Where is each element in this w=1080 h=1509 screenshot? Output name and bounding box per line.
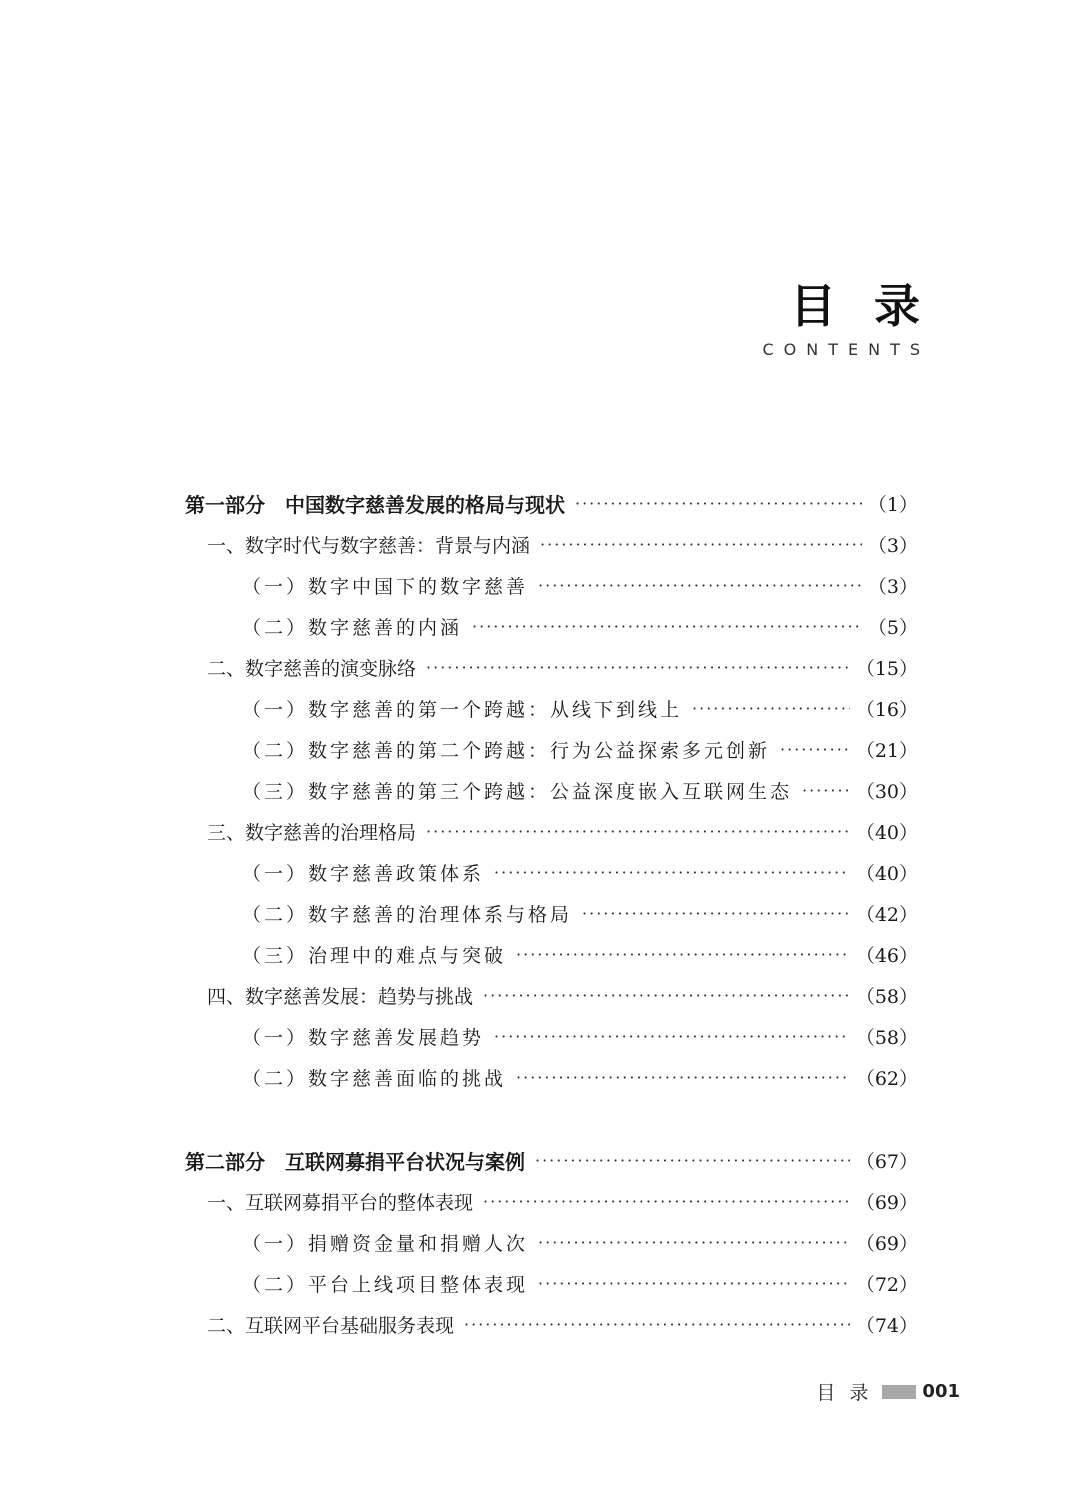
toc-entry-title: 第二部分 互联网募捐平台状况与案例 [185, 1149, 525, 1174]
toc-entry[interactable] [185, 732, 918, 766]
toc-leader-dots [692, 699, 850, 718]
toc-entry[interactable] [185, 1266, 918, 1300]
toc-leader-dots [472, 617, 862, 636]
toc-leader-dots [535, 1151, 850, 1170]
toc-entry-page: （16） [855, 698, 918, 721]
toc-leader-dots [538, 1233, 850, 1252]
toc-entry[interactable] [185, 855, 918, 889]
toc-entry-title: （一）数字慈善政策体系 [242, 862, 485, 885]
toc-entry-title: （一）捐赠资金量和捐赠人次 [242, 1232, 529, 1255]
toc-entry-page: （62） [855, 1067, 918, 1090]
toc-entry-page: （3） [867, 575, 918, 598]
toc-entry-page: （58） [855, 1026, 918, 1049]
toc-leader-dots [494, 863, 850, 882]
footer-section-label: 目录 [816, 1382, 883, 1404]
toc-entry-title: （一）数字慈善发展趋势 [242, 1026, 485, 1049]
page-title: 目录 [790, 279, 958, 333]
toc-entry-title: （二）数字慈善的治理体系与格局 [242, 903, 573, 926]
toc-entry[interactable] [185, 527, 918, 561]
toc-entry[interactable] [185, 1307, 918, 1341]
toc-entry-page: （69） [855, 1191, 918, 1214]
toc-entry-page: （1） [867, 493, 918, 516]
toc-entry-title: （二）数字慈善面临的挑战 [242, 1067, 507, 1090]
footer-bar [882, 1385, 916, 1399]
toc-entry-title: 第一部分 中国数字慈善发展的格局与现状 [185, 492, 565, 517]
toc-entry-page: （69） [855, 1232, 918, 1255]
toc-entry[interactable] [185, 568, 918, 602]
toc-entry-title: （一）数字慈善的第一个跨越：从线下到线上 [242, 698, 683, 721]
toc-entry-page: （46） [855, 944, 918, 967]
toc-entry-page: （3） [867, 534, 918, 557]
toc-entry[interactable] [185, 773, 918, 807]
toc-entry-page: （67） [855, 1150, 918, 1173]
toc-entry-title: 一、数字时代与数字慈善：背景与内涵 [207, 534, 531, 557]
toc-entry[interactable] [185, 650, 918, 684]
toc-entry[interactable] [185, 691, 918, 725]
toc-entry-title: （三）数字慈善的第三个跨越：公益深度嵌入互联网生态 [242, 780, 793, 803]
toc-leader-dots [483, 986, 850, 1005]
toc-entry-page: （72） [855, 1273, 918, 1296]
toc-entry-title: （一）数字中国下的数字慈善 [242, 575, 529, 598]
toc-leader-dots [780, 740, 850, 759]
toc-entry-title: 一、互联网募捐平台的整体表现 [207, 1191, 474, 1214]
toc-entry-page: （40） [855, 862, 918, 885]
toc-entry-page: （21） [855, 739, 918, 762]
page-footer [816, 1378, 960, 1405]
toc-entry[interactable] [185, 1060, 918, 1094]
toc-entry-page: （40） [855, 821, 918, 844]
toc-entry-title: （二）数字慈善的第二个跨越：行为公益探索多元创新 [242, 739, 771, 762]
toc-entry-title: 二、数字慈善的演变脉络 [207, 657, 417, 680]
toc-entry-title: （二）平台上线项目整体表现 [242, 1273, 529, 1296]
toc-leader-dots [582, 904, 850, 923]
toc-entry[interactable] [185, 1225, 918, 1259]
toc-leader-dots [538, 1274, 850, 1293]
toc-leader-dots [483, 1192, 850, 1211]
toc-entry-title: （二）数字慈善的内涵 [242, 616, 463, 639]
toc-entry-page: （74） [855, 1314, 918, 1337]
toc-entry[interactable] [185, 937, 918, 971]
toc-leader-dots [516, 1068, 850, 1087]
toc-entry[interactable] [185, 486, 918, 520]
toc-leader-dots [426, 658, 850, 677]
toc-entry[interactable] [185, 1019, 918, 1053]
toc-entry-title: 二、互联网平台基础服务表现 [207, 1314, 455, 1337]
toc-entry[interactable] [185, 978, 918, 1012]
toc-entry-page: （15） [855, 657, 918, 680]
toc-leader-dots [516, 945, 850, 964]
page-number: 001 [922, 1381, 960, 1402]
toc-entry-title: 三、数字慈善的治理格局 [207, 821, 417, 844]
toc-entry[interactable] [185, 1143, 918, 1177]
toc-leader-dots [540, 535, 862, 554]
toc-entry-title: （三）治理中的难点与突破 [242, 944, 507, 967]
toc-leader-dots [426, 822, 850, 841]
toc-entry-page: （42） [855, 903, 918, 926]
toc-entry-title: 四、数字慈善发展：趋势与挑战 [207, 985, 474, 1008]
page-subtitle: CONTENTS [762, 340, 930, 359]
toc-entry-page: （5） [867, 616, 918, 639]
toc-entry[interactable] [185, 1184, 918, 1218]
toc-entry[interactable] [185, 896, 918, 930]
toc-entry[interactable] [185, 609, 918, 643]
toc-entry[interactable] [185, 814, 918, 848]
toc-entry-page: （58） [855, 985, 918, 1008]
toc-leader-dots [494, 1027, 850, 1046]
toc-entry-page: （30） [855, 780, 918, 803]
toc-leader-dots [575, 494, 862, 513]
toc-leader-dots [464, 1315, 850, 1334]
toc-leader-dots [802, 781, 850, 800]
toc-leader-dots [538, 576, 862, 595]
